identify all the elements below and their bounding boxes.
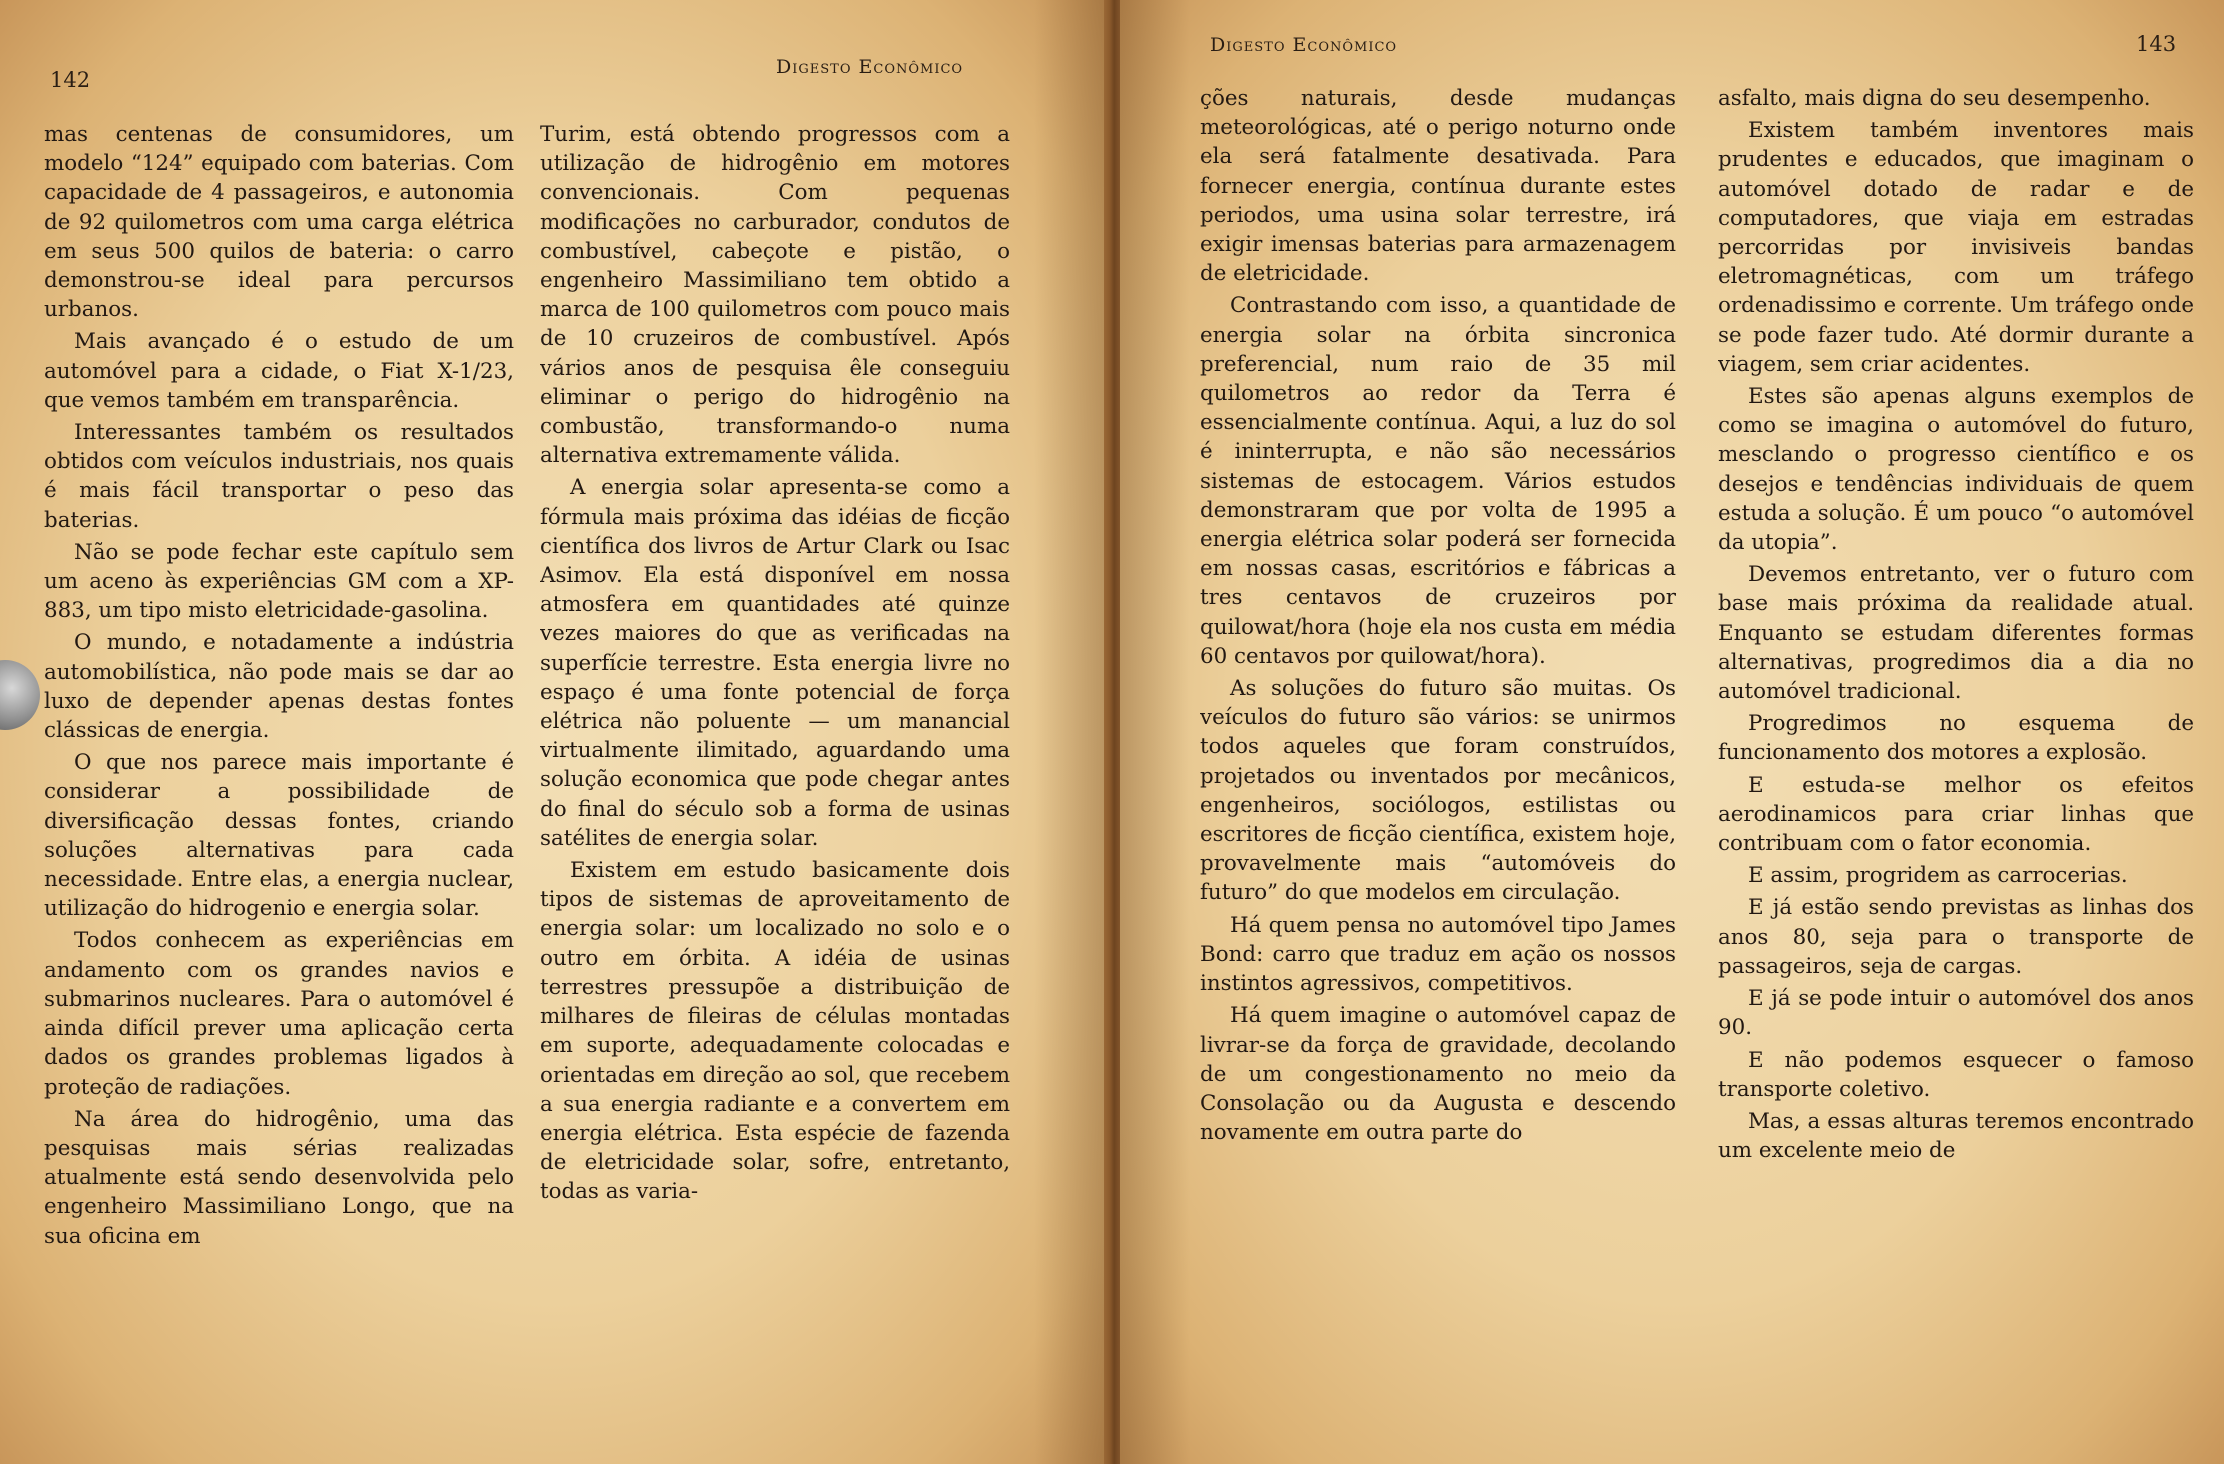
paragraph: E já se pode intuir o automóvel dos anos 90.	[1718, 986, 2194, 1041]
paragraph: Não se pode fechar este capítulo sem um aceno às experiências GM com a XP-883, um tipo misto eletricidade-gasolina.	[44, 539, 514, 624]
paragraph: Contrastando com isso, a quantidade de energia solar na órbita sincronica preferencial, num raio de 35 mil quilometros ao redor da Terra é essencialmente contínua. Aqui, a luz do sol é ininterrupta, e não são necessários sistemas de estocagem. Vários estudos demonstraram que por volta de 1995 a energia elétrica solar poderá ser fornecida em nossas casas, escritórios e fábricas a tres centavos de cruzeiros por quilowat/hora (hoje ela nos custa em média 60 centavos por quilowat/hora).	[1200, 293, 1676, 669]
left-page-column-2	[540, 120, 1010, 1420]
paragraph: Progredimos no esquema de funcionamento dos motores a explosão.	[1718, 711, 2194, 766]
paragraph: Existem em estudo basicamente dois tipos de sistemas de aproveitamento de energia solar: um localizado no solo e o outro em órbita. A idéia de usinas terrestres pressupõe a distribuição de milhares de fileiras de células montadas em suporte, adequadamente colocadas e orientadas em direção ao sol, que recebem a sua energia radiante e a convertem em energia elétrica. Esta espécie de fazenda de eletricidade solar, sofre, entretanto, todas as varia-	[540, 858, 1010, 1205]
paragraph: E não podemos esquecer o famoso transporte coletivo.	[1718, 1047, 2194, 1102]
left-page	[0, 0, 1104, 1464]
page-number-left: 142	[50, 68, 91, 92]
paragraph: O que nos parece mais importante é considerar a possibilidade de diversificação dessas fontes, criando soluções alternativas para cada necessidade. Entre elas, a energia nuclear, utilização do hidrogenio e energia solar.	[44, 750, 514, 922]
paragraph: Existem também inventores mais prudentes e educados, que imaginam o automóvel dotado de radar e de computadores, que viaja em estradas percorridas por invisiveis bandas eletromagnéticas, com um tráfego ordenadissimo e corrente. Um tráfego onde se pode fazer tudo. Até dormir durante a viagem, sem criar acidentes.	[1718, 118, 2194, 377]
paragraph: Há quem imagine o automóvel capaz de livrar-se da força de gravidade, decolando de um congestionamento no meio da Consolação ou da Augusta e descendo novamente em outra parte do	[1200, 1003, 1676, 1146]
right-page-column-1	[1200, 84, 1676, 1384]
paragraph: A energia solar apresenta-se como a fórmula mais próxima das idéias de ficção científica dos livros de Artur Clark ou Isac Asimov. Ela está disponível em nossa atmosfera em quantidades até quinze vezes maiores do que as verificadas na superfície terrestre. Esta energia livre no espaço é uma fonte potencial de força elétrica não poluente — um manancial virtualmente ilimitado, aguardando uma solução economica que pode chegar antes do final do século sob a forma de usinas satélites de energia solar.	[540, 475, 1010, 851]
paragraph: Devemos entretanto, ver o futuro com base mais próxima da realidade atual. Enquanto se estudam diferentes formas alternativas, progredimos dia a dia no automóvel tradicional.	[1718, 562, 2194, 705]
paragraph: O mundo, e notadamente a indústria automobilística, não pode mais se dar ao luxo de depender apenas destas fontes clássicas de energia.	[44, 630, 514, 744]
paragraph: Turim, está obtendo progressos com a utilização de hidrogênio em motores convencionais. Com pequenas modificações no carburador, condutos de combustível, cabeçote e pistão, o engenheiro Massimiliano tem obtido a marca de 100 quilometros com pouco mais de 10 cruzeiros de combustível. Após vários anos de pesquisa êle conseguiu eliminar o perigo do hidrogênio na combustão, transformando-o numa alternativa extremamente válida.	[540, 122, 1010, 469]
paragraph: E assim, progridem as carrocerias.	[1748, 863, 2128, 889]
paragraph: Na área do hidrogênio, uma das pesquisas mais sérias realizadas atualmente está sendo desenvolvida pelo engenheiro Massimiliano Longo, que na sua oficina em	[44, 1106, 514, 1249]
paragraph: asfalto, mais digna do seu desempenho.	[1718, 86, 2151, 111]
paragraph: E já estão sendo previstas as linhas dos anos 80, seja para o transporte de passageiros, seja de cargas.	[1718, 895, 2194, 979]
paragraph: ções naturais, desde mudanças meteorológicas, até o perigo noturno onde ela será fatalmente desativada. Para fornecer energia, contínua durante estes periodos, uma usina solar terrestre, irá exigir imensas baterias para armazenagem de eletricidade.	[1200, 86, 1676, 287]
running-title-left: Digesto Econômico	[776, 56, 964, 78]
paragraph: E estuda-se melhor os efeitos aerodinamicos para criar linhas que contribuam com o fator economia.	[1718, 772, 2194, 857]
running-title-right: Digesto Econômico	[1210, 34, 1398, 56]
right-page-column-2	[1718, 84, 2194, 1384]
left-page-column-1	[44, 120, 514, 1420]
page-tab-marker	[0, 660, 40, 730]
paragraph: As soluções do futuro são muitas. Os veículos do futuro são vários: se unirmos todos aqueles que foram construídos, projetados ou inventados por mecânicos, engenheiros, sociólogos, estilistas ou escritores de ficção científica, existem hoje, provavelmente mais “automóveis do futuro” do que modelos em circulação.	[1200, 676, 1676, 906]
paragraph: Interessantes também os resultados obtidos com veículos industriais, nos quais é mais fácil transportar o peso das baterias.	[44, 420, 514, 533]
paragraph: Todos conhecem as experiências em andamento com os grandes navios e submarinos nucleares. Para o automóvel é ainda difícil prever uma aplicação certa dados os grandes problemas ligados à proteção de radiações.	[44, 928, 514, 1100]
paragraph: Há quem pensa no automóvel tipo James Bond: carro que traduz em ação os nossos instintos agressivos, competitivos.	[1200, 912, 1676, 997]
paragraph: Estes são apenas alguns exemplos de como se imagina o automóvel do futuro, mesclando o progresso científico e os desejos e tendências individuais de quem estuda a solução. É um pouco “o automóvel da utopia”.	[1718, 384, 2194, 556]
paragraph: Mas, a essas alturas teremos encontrado um excelente meio de	[1718, 1108, 2194, 1164]
paragraph: Mais avançado é o estudo de um automóvel para a cidade, o Fiat X-1/23, que vemos também em transparência.	[44, 329, 514, 413]
paragraph: mas centenas de consumidores, um modelo “124” equipado com baterias. Com capacidade de 4 passageiros, e autonomia de 92 quilometros com uma carga elétrica em seus 500 quilos de bateria: o carro demonstrou-se ideal para percursos urbanos.	[44, 122, 514, 323]
page-number-right: 143	[2136, 32, 2177, 56]
right-page	[1120, 0, 2224, 1464]
